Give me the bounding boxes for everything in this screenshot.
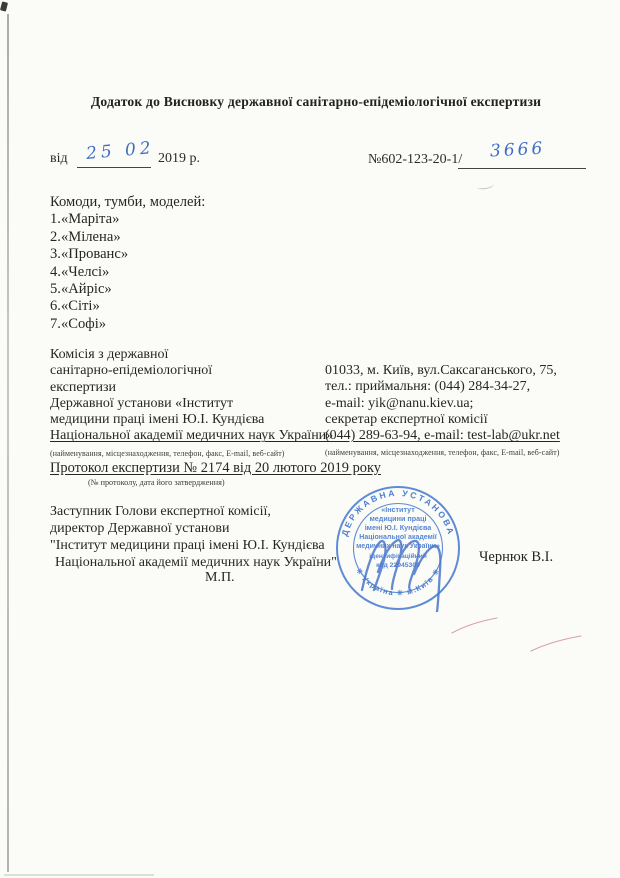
commission-line: санітарно-епідеміологічної <box>50 363 213 379</box>
handwritten-number: 3666 <box>489 138 546 162</box>
signatory-line: директор Державної установи <box>50 520 230 536</box>
red-pen-artifacts <box>440 610 600 660</box>
scan-corner-mark <box>0 1 8 11</box>
signer-name: Чернюк В.І. <box>479 549 554 565</box>
stamp-center-line: медицини праці <box>369 514 427 523</box>
commission-contacts-block <box>325 363 605 462</box>
contact-line: тел.: приймальня: (044) 284-34-27, <box>325 379 531 395</box>
list-item: 3.«Прованс» <box>50 246 129 263</box>
stamp-center-line: медичних наук України» <box>356 543 440 550</box>
contact-line: секретар експертної комісії <box>325 411 488 427</box>
commission-line: експертизи <box>50 379 117 395</box>
stamp-center-line: код 22945309 <box>376 562 420 569</box>
list-item: 5.«Айріс» <box>50 281 112 298</box>
stamp-center-line: Національної академії <box>359 534 437 541</box>
seal-placeholder-label: М.П. <box>205 570 235 585</box>
protocol-caption: (№ протоколу, дата його затвердження) <box>88 478 225 487</box>
document-title: Додаток до Висновку державної санітарно-епідеміологічної експертизи <box>90 94 542 109</box>
commission-name-block <box>50 347 350 462</box>
signatory-line: Заступник Голови експертної комісії, <box>50 504 271 519</box>
commission-left-caption: (найменування, місцезнаходження, телефон, факс, E-mail, веб-сайт) <box>50 448 285 458</box>
commission-line: Комісія з державної <box>50 347 169 362</box>
commission-right-caption: (найменування, місцезнаходження, телефон, факс, E-mail, веб-сайт) <box>325 448 560 458</box>
scan-edge-line <box>7 14 9 872</box>
list-item: 6.«Сіті» <box>50 298 100 315</box>
protocol-line: Протокол експертизи № 2174 від 20 лютого 2019 року <box>50 460 381 476</box>
commission-line-underlined: Національної академії медичних наук України» <box>50 428 334 444</box>
document-number-label: №602-123-20-1/ <box>368 152 463 167</box>
list-item: 1.«Маріта» <box>50 211 120 228</box>
scan-squiggle-artifact <box>477 181 495 191</box>
date-prefix-label: від <box>50 151 68 166</box>
scan-bottom-shadow <box>4 874 154 876</box>
date-year-label: 2019 р. <box>158 151 200 166</box>
commission-line: Державної установи «Інститут <box>50 395 234 411</box>
handwritten-date: 25 02 <box>85 138 156 164</box>
list-item: 4.«Челсі» <box>50 263 110 280</box>
list-item: 2.«Мілена» <box>50 228 121 245</box>
stamp-center-line: імені Ю.І. Кундієва <box>364 523 432 532</box>
signatory-block <box>50 504 380 572</box>
contact-line: 01033, м. Київ, вул.Саксаганського, 75, <box>325 363 557 378</box>
models-list <box>50 194 205 333</box>
list-item: 7.«Софі» <box>50 315 107 332</box>
red-stroke <box>531 636 581 651</box>
commission-line: медицини праці імені Ю.І. Кундієва <box>50 412 265 428</box>
official-stamp <box>334 484 462 612</box>
stamp-center-line: ідентифікаційний <box>369 553 427 560</box>
signatory-line: Національної академії медичних наук України" <box>55 554 337 570</box>
stamp-center-line: «Інститут <box>381 505 415 514</box>
stamp-arc-top-text: ДЕРЖАВНА УСТАНОВА <box>339 487 457 538</box>
signatory-line: "Інститут медицини праці імені Ю.І. Кундієва <box>50 537 325 553</box>
contact-line: e-mail: yik@nanu.kiev.ua; <box>325 395 474 411</box>
stamp-arc-bottom-text: ✳ Україна ✳ м.Київ ✳ <box>354 566 442 598</box>
models-heading: Комоди, тумби, моделей: <box>50 194 206 210</box>
red-stroke <box>452 618 497 633</box>
contact-line-underlined: (044) 289-63-94, e-mail: test-lab@ukr.net <box>325 428 560 444</box>
